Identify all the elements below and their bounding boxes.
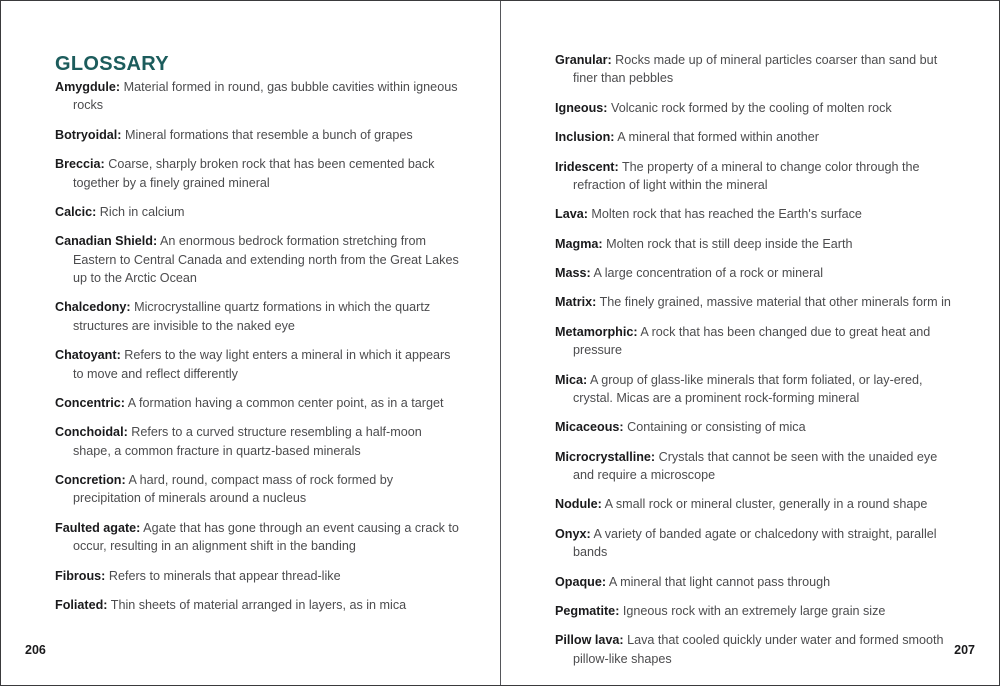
glossary-term: Mass: bbox=[555, 266, 591, 280]
glossary-definition: Refers to a curved structure resembling a half-moon shape, a common fracture in quartz-based minerals bbox=[73, 425, 422, 458]
glossary-entry bbox=[555, 205, 961, 223]
glossary-definition: The property of a mineral to change color through the refraction of light within the mineral bbox=[573, 159, 920, 192]
glossary-entry bbox=[55, 126, 460, 144]
glossary-term: Inclusion: bbox=[555, 130, 615, 145]
glossary-term: Concretion: bbox=[55, 473, 126, 487]
glossary-term: Fibrous: bbox=[55, 568, 106, 583]
glossary-term: Onyx: bbox=[555, 526, 591, 541]
glossary-definition: Refers to the way light enters a mineral in which it appears to move and reflect differently bbox=[73, 348, 451, 381]
glossary-definition: A mineral that formed within another bbox=[614, 130, 819, 145]
glossary-term: Pillow lava: bbox=[555, 633, 624, 648]
page-right bbox=[501, 1, 1000, 686]
glossary-entry bbox=[555, 448, 961, 485]
glossary-term: Iridescent: bbox=[555, 159, 619, 174]
glossary-entry bbox=[555, 128, 961, 146]
glossary-term: Lava: bbox=[555, 207, 588, 222]
glossary-term: Chalcedony: bbox=[55, 300, 131, 315]
glossary-term: Metamorphic: bbox=[555, 324, 638, 339]
glossary-term: Botryoidal: bbox=[55, 127, 122, 142]
glossary-entry bbox=[55, 519, 460, 556]
glossary-term: Opaque: bbox=[555, 574, 607, 589]
glossary-term: Granular: bbox=[555, 53, 612, 67]
glossary-term: Igneous: bbox=[555, 100, 608, 115]
glossary-definition: Igneous rock with an extremely large grain size bbox=[619, 603, 886, 618]
glossary-entry bbox=[55, 596, 460, 614]
glossary-definition: A hard, round, compact mass of rock formed by precipitation of minerals around a nucleus bbox=[73, 473, 394, 506]
glossary-entry bbox=[555, 264, 961, 282]
glossary-term: Matrix: bbox=[555, 295, 597, 310]
glossary-entry bbox=[555, 525, 961, 562]
glossary-entry bbox=[555, 602, 961, 620]
glossary-definition: Mineral formations that resemble a bunch of grapes bbox=[121, 127, 413, 142]
glossary-list-right bbox=[555, 1, 961, 668]
glossary-definition: Material formed in round, gas bubble cavities within igneous rocks bbox=[73, 80, 458, 113]
glossary-definition: Crystals that cannot be seen with the unaided eye and require a microscope bbox=[573, 449, 938, 482]
glossary-term: Breccia: bbox=[55, 157, 105, 172]
glossary-term: Calcic: bbox=[55, 204, 97, 219]
page-number-left: 206 bbox=[25, 643, 46, 657]
glossary-definition: Molten rock that has reached the Earth's surface bbox=[587, 207, 862, 222]
glossary-entry bbox=[55, 155, 460, 192]
glossary-term: Amygdule: bbox=[55, 80, 121, 94]
glossary-entry bbox=[55, 471, 460, 508]
glossary-definition: A group of glass-like minerals that form foliated, or lay-ered, crystal. Micas are a prominent rock-forming mineral bbox=[573, 372, 923, 405]
glossary-definition: A variety of banded agate or chalcedony with straight, parallel bands bbox=[573, 526, 937, 560]
glossary-term: Pegmatite: bbox=[555, 603, 620, 618]
glossary-definition: Rocks made up of mineral particles coarser than sand but finer than pebbles bbox=[573, 53, 938, 86]
glossary-definition: A mineral that light cannot pass through bbox=[606, 574, 831, 589]
glossary-entry bbox=[555, 51, 961, 88]
glossary-entry bbox=[555, 418, 961, 436]
glossary-definition: A small rock or mineral cluster, generally in a round shape bbox=[601, 497, 928, 512]
glossary-term: Nodule: bbox=[555, 497, 602, 512]
glossary-definition: Refers to minerals that appear thread-like bbox=[105, 568, 341, 583]
glossary-definition: Volcanic rock formed by the cooling of molten rock bbox=[607, 100, 892, 115]
glossary-term: Micaceous: bbox=[555, 420, 624, 435]
glossary-definition: Microcrystalline quartz formations in which the quartz structures are invisible to the naked eye bbox=[73, 300, 431, 333]
glossary-entry bbox=[55, 346, 460, 383]
glossary-term: Foliated: bbox=[55, 597, 108, 612]
glossary-definition: An enormous bedrock formation stretching from Eastern to Central Canada and extending north from the Great Lakes up to the Arctic Ocean bbox=[73, 234, 459, 285]
glossary-entry bbox=[555, 371, 961, 408]
page-left bbox=[1, 1, 500, 686]
glossary-entry bbox=[55, 78, 460, 115]
glossary-entry bbox=[555, 99, 961, 117]
glossary-term: Mica: bbox=[555, 372, 588, 387]
glossary-term: Canadian Shield: bbox=[55, 234, 158, 249]
glossary-definition: A large concentration of a rock or mineral bbox=[590, 266, 824, 280]
glossary-entry bbox=[555, 495, 961, 513]
glossary-entry bbox=[555, 631, 961, 668]
glossary-entry bbox=[55, 232, 460, 287]
glossary-term: Magma: bbox=[555, 236, 603, 251]
glossary-entry bbox=[55, 203, 460, 221]
glossary-entry bbox=[55, 567, 460, 585]
glossary-term: Microcrystalline: bbox=[555, 449, 656, 464]
glossary-definition: A rock that has been changed due to great heat and pressure bbox=[573, 324, 931, 358]
glossary-definition: Lava that cooled quickly under water and formed smooth pillow-like shapes bbox=[573, 633, 944, 666]
glossary-definition: Coarse, sharply broken rock that has been cemented back together by a finely grained mineral bbox=[73, 157, 435, 190]
glossary-term: Conchoidal: bbox=[55, 425, 128, 440]
glossary-definition: The finely grained, massive material that other minerals form in bbox=[596, 295, 951, 310]
glossary-entry bbox=[555, 573, 961, 591]
glossary-term: Faulted agate: bbox=[55, 520, 141, 535]
glossary-term: Concentric: bbox=[55, 395, 125, 410]
glossary-list-left bbox=[55, 78, 460, 614]
glossary-definition: Rich in calcium bbox=[96, 204, 185, 219]
page-number-right: 207 bbox=[954, 643, 975, 657]
glossary-entry bbox=[55, 423, 460, 460]
glossary-entry bbox=[55, 394, 460, 412]
glossary-term: Chatoyant: bbox=[55, 348, 121, 363]
glossary-entry bbox=[555, 293, 961, 311]
glossary-definition: Molten rock that is still deep inside the Earth bbox=[602, 236, 853, 251]
glossary-entry bbox=[555, 235, 961, 253]
glossary-definition: A formation having a common center point, as in a target bbox=[124, 395, 444, 410]
glossary-definition: Agate that has gone through an event causing a crack to occur, resulting in an alignment shift in the banding bbox=[73, 520, 459, 554]
glossary-entry bbox=[555, 323, 961, 360]
glossary-entry bbox=[55, 298, 460, 335]
page-title: GLOSSARY bbox=[55, 53, 169, 75]
glossary-entry bbox=[555, 158, 961, 195]
glossary-definition: Containing or consisting of mica bbox=[623, 420, 806, 435]
glossary-definition: Thin sheets of material arranged in layers, as in mica bbox=[107, 597, 407, 612]
